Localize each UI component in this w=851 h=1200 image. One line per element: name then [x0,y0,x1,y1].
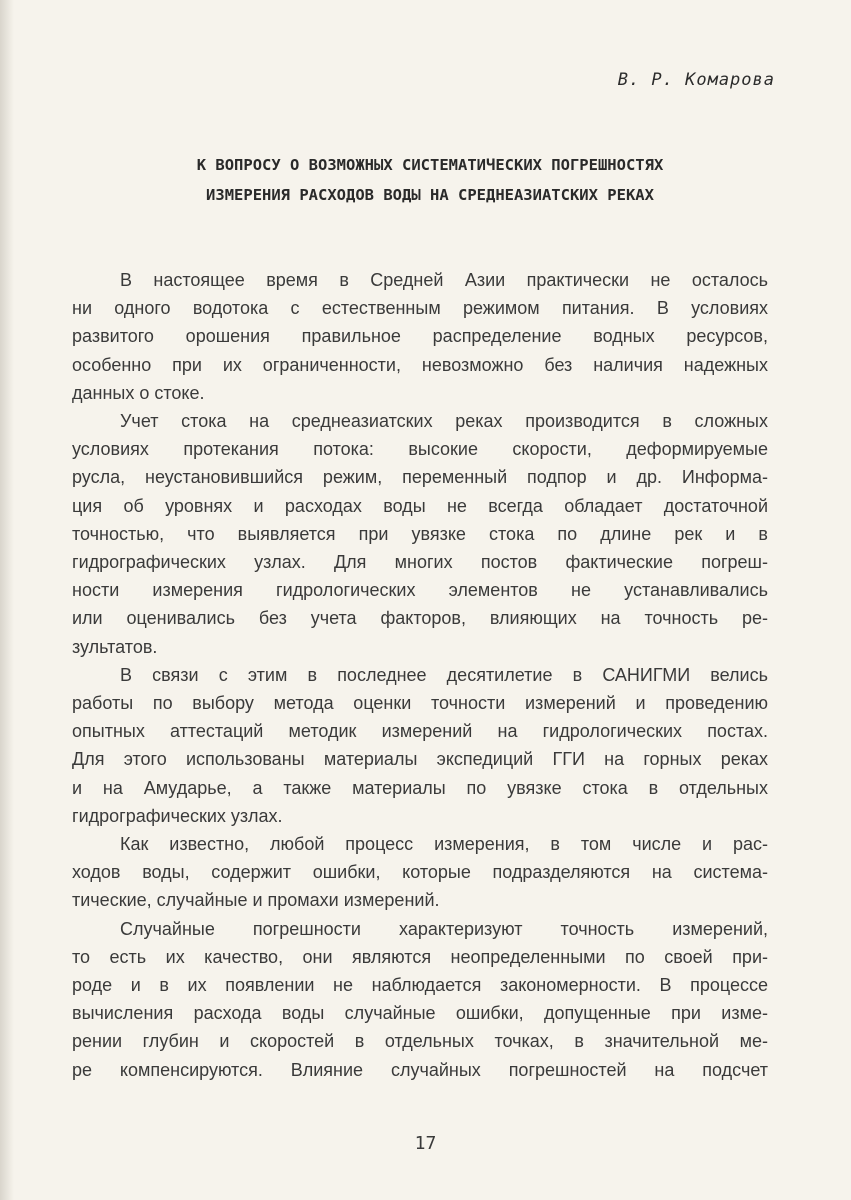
text-line: и на Амударье, а также материалы по увязке стока в отдельных [72,777,768,798]
text-line: опытных аттестаций методик измерений на гидрологических постах. [72,721,768,742]
text-line: или оценивались без учета факторов, влияющих на точность ре- [72,608,768,629]
title-line-2: ИЗМЕРЕНИЯ РАСХОДОВ ВОДЫ НА СРЕДНЕАЗИАТСКИХ РЕКАХ [206,186,654,204]
text-line: зультатов. [72,636,158,657]
text-line: особенно при их ограниченности, невозможно без наличия надежных [72,354,768,375]
paragraph-4 [72,830,772,915]
article-body [72,266,772,1084]
text-line: условиях протекания потока: высокие скорости, деформируемые [72,439,768,460]
paragraph-2 [72,407,772,661]
text-line: русла, неустановившийся режим, переменный подпор и др. Информа- [72,467,768,488]
article-title [100,150,760,210]
text-line: ре компенсируются. Влияние случайных погрешностей на подсчет [72,1059,768,1080]
paragraph-5 [72,915,772,1084]
text-line: тические, случайные и промахи измерений. [72,890,440,911]
text-line: гидрографических узлах. [72,805,283,826]
text-line: развитого орошения правильное распределение водных ресурсов, [72,326,768,347]
text-line: Как известно, любой процесс измерения, в том числе и рас- [120,834,768,855]
text-line: работы по выбору метода оценки точности измерений и проведению [72,693,768,714]
text-line: В связи с этим в последнее десятилетие в САНИГМИ велись [120,664,768,685]
page-number: 17 [414,1133,437,1154]
text-line: ности измерения гидрологических элементов не устанавливались [72,580,768,601]
page-edge-shadow [0,0,14,1200]
title-line-1: К ВОПРОСУ О ВОЗМОЖНЫХ СИСТЕМАТИЧЕСКИХ ПОГРЕШНОСТЯХ [196,156,664,174]
text-line: гидрографических узлах. Для многих постов фактические погреш- [72,552,768,573]
text-line: Учет стока на среднеазиатских реках производится в сложных [120,411,768,432]
text-line: то есть их качество, они являются неопределенными по своей при- [72,946,768,967]
text-line: Случайные погрешности характеризуют точность измерений, [120,918,768,939]
text-line: Для этого использованы материалы экспедиций ГГИ на горных реках [72,749,768,770]
text-line: данных о стоке. [72,382,205,403]
text-line: точностью, что выявляется при увязке стока по длине рек и в [72,523,768,544]
text-line: вычисления расхода воды случайные ошибки, допущенные при изме- [72,1003,768,1024]
author-name: В. Р. Комарова [617,70,775,90]
paragraph-1 [72,266,772,407]
text-line: ция об уровнях и расходах воды не всегда обладает достаточной [72,495,768,516]
text-line: В настоящее время в Средней Азии практически не осталось [120,270,768,290]
text-line: ни одного водотока с естественным режимом питания. В условиях [72,298,768,319]
text-line: роде и в их появлении не наблюдается закономерности. В процессе [72,975,768,996]
text-line: рении глубин и скоростей в отдельных точках, в значительной ме- [72,1031,768,1052]
paragraph-3 [72,661,772,830]
text-line: ходов воды, содержит ошибки, которые подразделяются на системa- [72,862,768,883]
